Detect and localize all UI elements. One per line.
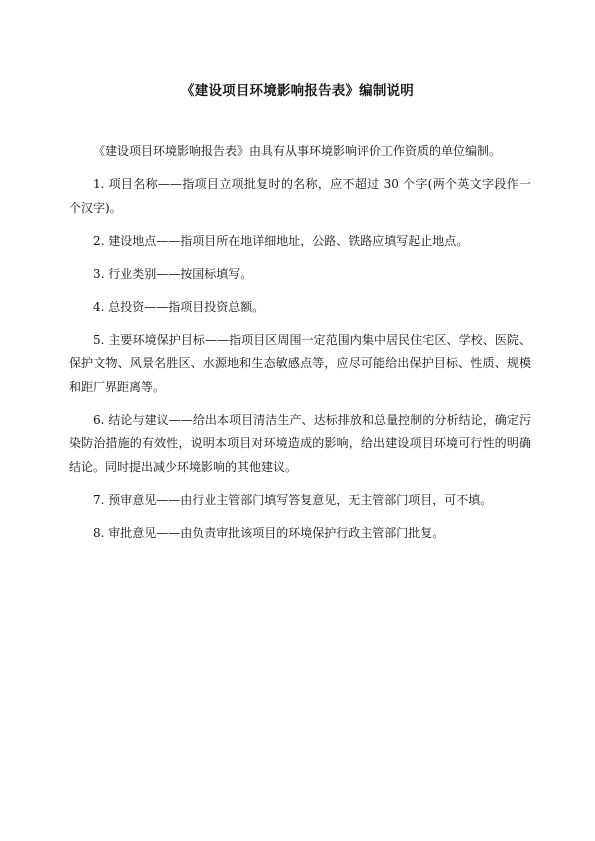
document-body — [69, 140, 531, 555]
item-protection-targets: 5. 主要环境保护目标——指项目区周围一定范围内集中居民住宅区、学校、医院、保护文物、风景名胜区、水源地和生态敏感点等，应尽可能给出保护目标、性质、规模和距厂界距离等。 — [69, 332, 531, 394]
item-total-investment: 4. 总投资——指项目投资总额。 — [93, 299, 265, 314]
item-industry-category: 3. 行业类别——按国标填写。 — [93, 266, 253, 281]
document-title: 《建设项目环境影响报告表》编制说明 — [181, 83, 414, 99]
item-construction-site: 2. 建设地点——指项目所在地详细地址，公路、铁路应填写起止地点。 — [93, 233, 469, 248]
item-project-name: 1. 项目名称——指项目立项批复时的名称，应不超过 30 个字(两个英文字段作一个汉字)。 — [69, 177, 531, 215]
intro-paragraph: 《建设项目环境影响报告表》由具有从事环境影响评价工作资质的单位编制。 — [93, 144, 502, 158]
item-conclusions: 6. 结论与建议——给出本项目清洁生产、达标排放和总量控制的分析结论，确定污染防治措施的有效性，说明本项目对环境造成的影响，给出建设项目环境可行性的明确结论。同时提出减少环境影响的其他建议。 — [69, 412, 531, 474]
item-approval-opinion: 8. 审批意见——由负责审批该项目的环境保护行政主管部门批复。 — [93, 525, 445, 540]
item-pre-review-opinion: 7. 预审意见——由行业主管部门填写答复意见，无主管部门项目，可不填。 — [93, 492, 493, 507]
